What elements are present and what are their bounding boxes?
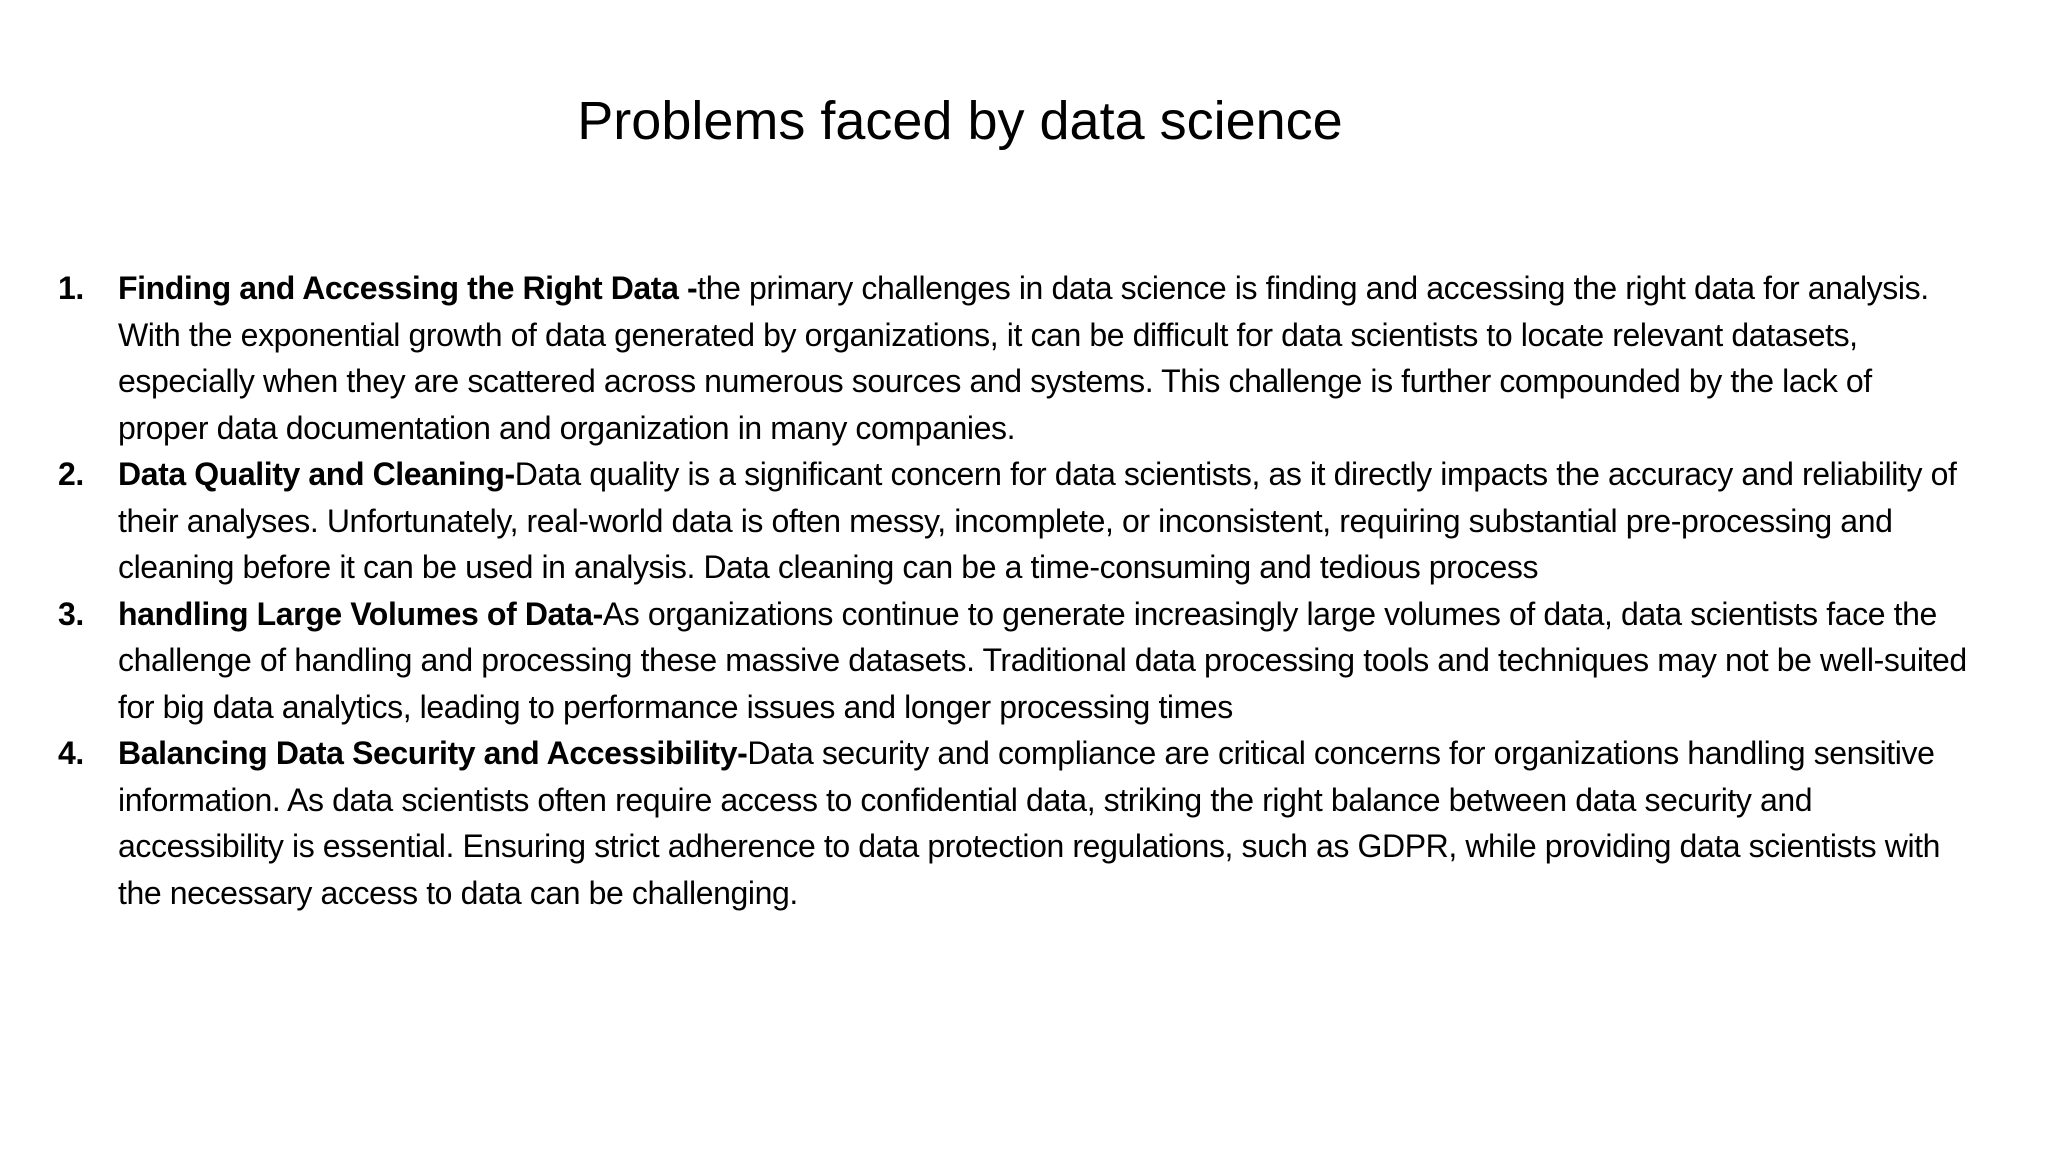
problem-number: 4. — [58, 735, 84, 771]
problem-number: 2. — [58, 456, 84, 492]
problem-body: Data quality is a significant concern for data scientists, as it directly impacts the accuracy and reliability of their analyses. Unfortunately, real-world data is often messy, incomplete, or inconsistent, requiring substantial pre-processing and cleaning before it can be used in analysis. Data cleaning can be a time-consuming and tedious process — [118, 456, 1957, 585]
problem-list — [58, 265, 1968, 916]
problem-heading: Finding and Accessing the Right Data - — [118, 270, 698, 306]
problem-number: 1. — [58, 270, 84, 306]
problem-item-2 — [58, 451, 1968, 591]
problem-body: As organizations continue to generate increasingly large volumes of data, data scientists face the challenge of handling and processing these massive datasets. Traditional data processing tools and techniques may not be well-suited for big data analytics, leading to performance issues and longer processing times — [118, 595, 1967, 725]
problem-body: Data security and compliance are critical concerns for organizations handling sensitive information. As data scientists often require access to confidential data, striking the right balance between data security and accessibility is essential. Ensuring strict adherence to data protection regulations, such as GDPR, while providing data scientists with the necessary access to data can be challenging. — [118, 735, 1941, 911]
slide-title: Problems faced by data science — [577, 91, 1343, 151]
problem-heading: Balancing Data Security and Accessibility- — [118, 735, 748, 771]
problem-item-1 — [58, 265, 1968, 451]
problem-item-3 — [58, 591, 1968, 731]
problem-item-4 — [58, 730, 1968, 916]
problem-heading: handling Large Volumes of Data- — [118, 595, 603, 632]
problem-body: the primary challenges in data science is finding and accessing the right data for analysis. With the exponential growth of data generated by organizations, it can be difficult for data scientists to locate relevant datasets, especially when they are scattered across numerous sources and systems. This challenge is further compounded by the lack of proper data documentation and organization in many companies. — [118, 270, 1929, 446]
problem-heading: Data Quality and Cleaning- — [118, 456, 515, 492]
problem-number: 3. — [58, 595, 84, 632]
